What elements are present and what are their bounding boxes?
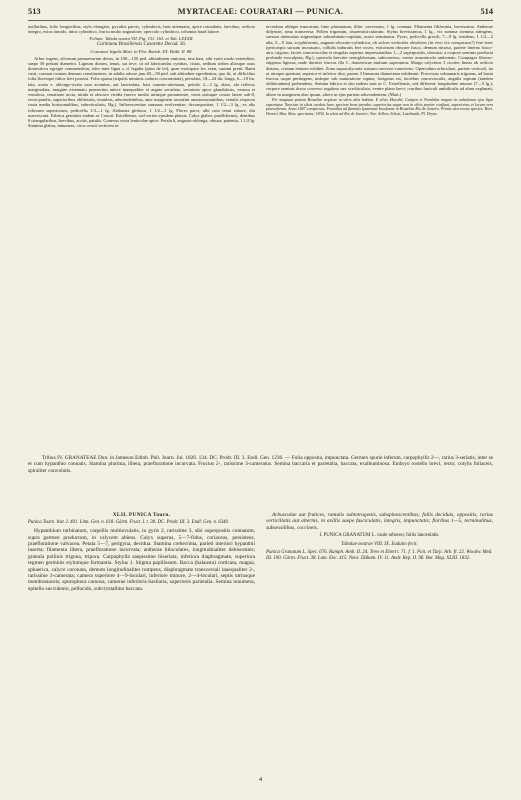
- genus-title: XLII. PUNICA Tourn.: [112, 512, 171, 518]
- running-title: MYRTACEAE: COURATARI — PUNICA.: [177, 7, 344, 16]
- page-number-right: 514: [480, 7, 493, 16]
- left-citation: Folium: Tabula nostra VII. Fig. 151. 163. et Tab. LXXXII.: [89, 35, 194, 41]
- header-rule: [28, 20, 493, 21]
- page-number-left: 513: [28, 7, 41, 16]
- left-column: [28, 24, 255, 449]
- genus-description: Hypanthium turbinatum, carpellis multiovulatis, in gyris 2, rarissime 3, sibi superpositis connatum, supra germen productum, in calycem abiens. Calyx superus, 5—7-fidus, coriaceus, persistens, praefloratione valvacea. Petala 5—7, perigyna, decidua. Stamina creberrima, parieti interiori hypanthii inserta; filamenta libera, praefloratione incurvata; antherae biloculares, longitudinaliter dehiscentes; granula pollinis trigona, tripora. Carpophylla saepissime biseriata, inferiora diaphragmate, superiora tegmen germinis stylumque formantia. Stylus 1. Stigma papillosum. Bacca (balausta) corticata, magna, sphaerica, calyce coronata, demum longitudinaliter rumpens, diaphragmate transversali inaequaliter 2-, rarissime 3-camerata; camera superiore 4—9-loculari, inferiore minore, 2—4-loculari, septis utriusque membranaceis; sporophora carnosa, camerae inferioris basilaria, superioris parietalia. Semina innumera, epitelio succulento, pellucido, subcrystallino baccata.: [28, 528, 255, 592]
- genus-citation: Punica Tourn. Inst. I. 401. Linn. Gen. n. 618. Gärtn. Fruct. I. t. 38. DC. Prodr. III. 3. Endl. Gen. n. 6340.: [28, 520, 230, 526]
- genus-habit: Arbusculae aut frutices, ramulis subtetragonis, subspinescentibus; foliis deciduis, oppositis, rarius verticillatis aut alternis, in axillis saepe fasciculatis, integris, impunctatis; floribus 1—5, terminalibus, subsessilibus, coccineis.: [266, 512, 493, 531]
- species-heading: I. PUNICA GRANATUM L. caule arboreo; foliis lanceolatis.: [319, 533, 440, 539]
- species-tabulae: Tabulae nostrae VIII. IX. Eadutio fecit.: [341, 541, 418, 547]
- right-paragraph-1: urceolum oblique truncatum, bino plasmatum, illinc convexum, 1 lg. connata. Filamenta filiformia, brevissima. Antherae didymae, rima transversa. Pollen trigonum, trisaemicircularum. Stylus brevissimus, 1 lg., vix summa stemina attingens, sursum attenuatus stigmatique subturbinato-capitato, acuto terminatus. Pyxis, pedicello gracili, 7—9 lg. insidens, 1 1/2—2 alta, 5—9 lata, scyphiformis, angusto-obovato-cylindrica, ob sulcos verticales obsoletos (in vivo vix conspicuos?) fere teres (pericarpio sursum incrassato, collulis induratis fere osseo, extrorsum obscure fusco, demum rimoso, pariete interno fusco-atro, trigono; facies concavisculas et singulas superne impressionibus 1—2 superpositis, obovata; a corpore seminis producta profunde exsculptas; Hg.); operculo breviter semiglobosum, subconvexo, centro acuminculo umbonato. Compages fibroso-stipposa lignosa, unde durities fructus illa C. domesticae multum superantur. Margo calycinus 3 circiter lineas ab orificio distans, cristam tenuem exhibet. Zona supracalycaria sursum convexo-connivens. Operculum orbiculare, pariete verticali, ita ut utraque apertura, superior et inferior dice, parem 3 linearum diametrum exhibeant. Processus columnaris trigonus, ad basin fructus usque pertingens, indeque sub maturatione ruptus; lavigatus est, faciebus concavisculis, angulis septum (tandem obliterantem) prehendens. Semina fabrica et situ eadem sunt ac C. Estrellensis, sed different: longitudine minore (7—9 lg.); corpore seminis dorso convexo rugaloso nec scrobiculato, ventre plano laevi; cruribus funiculi umbilicalis ad alam explanati, altero in marginem alae ipsam, altero in ejus partem adscendentem. (Mart.): [266, 24, 493, 97]
- page-footer: 4: [258, 776, 263, 783]
- running-header: [28, 7, 493, 19]
- species-synonym: Couratari legalis Mart. in Flor. Ratisb. XX. Beibl. II. 88.: [90, 48, 193, 54]
- right-footnote: Per magnam partem Brasiliae tropicae in silvis altis habitat. E silvis Macuhé, Campos et Parahiba magna vis tabularum ejus ligni exportatur. Nascitur in silvis caeduis haec speciem bene peredat; superiorius atque non in silvis pariter confiunt, superiorius et locum vero praeseferunt. Anno 1847 conspicuus. Fructibus ad fluminis Ipanemae Insulanae in Brasiliae Rio de Janeiro. Primis mox novae species. Hort. Henrici Mus. Bras. specimine, 1834. In silvis ad Rio de Janeiro: Nee. Sellow, Schott, Luschnath, Pl. Dryas.: [266, 97, 493, 117]
- left-paragraph-1: axillaribus, folio longioribus; stylo elongato; pyxidiis parvis, cylindricis, basi attenuatis, apice rotundatis, laevibus, orificio integro, extus tumido, intus cylindrico, fructu multo angustiore; operculo cylindrico, columna haud latiore.: [28, 24, 255, 35]
- left-paragraph-2: Arbor ingens, silvarum primaevarum decus, in 100—150 ped. altitudinem emicans, ima basi, sibi vario modo extenditur, saepe 30 pedum diametro. Lignum durum, tenax, sat leve, ut ad fabricandas cymbas, cistas, aedium trabes aliosque usus domesticos egregie commendetur, ideo inter ligna s. d. legalia (páos de lei), quae exstirpare lex vetat, summi pretii. Rami vasti, comam ovatam densam constituentes, in adulta arbore jam 40—50 ped. sub altitudine egredientur, quo fit, ut difficilius folia floresque fultos fieri possint. Folia sparsa (stipulis minimis caducis concomitata), petiolata, 18—24 lin. longa, 6—10 lin. lata, ovata v. oblongo-ovata cum acumine, aut lanceolata, basi cuneato-attenuata, petiolo 2—3 lg. alato, ala reflexa; marginulata, margine extenuato praesertim antice inaequaliter et argute serrulato, serraturis apice glandulosis, venosa et venulosa, venatione arcta, nitida et obscure viridia (nervo medio utrinque prominente; venis utrinque costae latere sub-8, recto-patulis, superioribus obliteratis, tenuibus, adscendentibus, ante marginem arcuatim anastomosantibus; venulis respectu costa media horizontalibus, subreticulatis; Hg.). Inflorescentiae summas evolventiae, decompositae, 1 1/2—3 lg., ex alis foliorum superiorum; pedicellis 1/3—1 lg. Alabastra globosa, 1 1/2—1 lg. Flores parvi, albi cum tenui rubore, diu marcescunt. Fabrica germinis eadem ac Courat. Estrellensis, sed vertex ejusdem planus. Calyx glaber, patelliformis, dentibus 6 triangularibus, brevibus, acutis, patulis. Conexus extra lenticulae apice. Petala 6, angusto-oblonga, obtusa, patentia, 1 1/2 lg. Stamina glabra, innumera, circa ovarii verticem in: [28, 55, 255, 129]
- tribus-granateae: Tribus IV. GRANATEAE Don. in Jameson Edinb. Phil. Journ. Jul. 1826. 134. DC. Prodr. III. 3. Endl. Gen. 1236. — Folia opposita, impunctata. Germen spurie inferum, carpophyllis 2—, rarius 3-seriatis, inter se et cum hypanthio connatis. Stamina plurima, libera, praefloratione incurvata. Fructus 2-, rarissime 3-cameratus. Semina baccaria et parietalia, baccata, exalbuminosa. Embryo rostello brevi, recto; cotylis foliaceis, spiraliter convolutis.: [28, 455, 493, 474]
- species-name: Cariniana Brasiliensis Casaretto Decad. 36.: [96, 42, 187, 48]
- species-references: Punica Granatum L. Spec. 676. Rumph. Amb. II. 24. Trew et Ehret t. 71. f. 1. Poit. et Turp. Arb. fr. 22. Woodw. Med. III. 190. Gärtn. Fruct. 38. Lam. Enc. 415. Nees. Düham. IV. 11. Andr. Rep. II. 96. Bot. Mag. XLIII. 1832.: [266, 550, 493, 562]
- genus-left-column: [28, 512, 255, 774]
- genus-right-column: [266, 512, 493, 774]
- right-column: [266, 24, 493, 449]
